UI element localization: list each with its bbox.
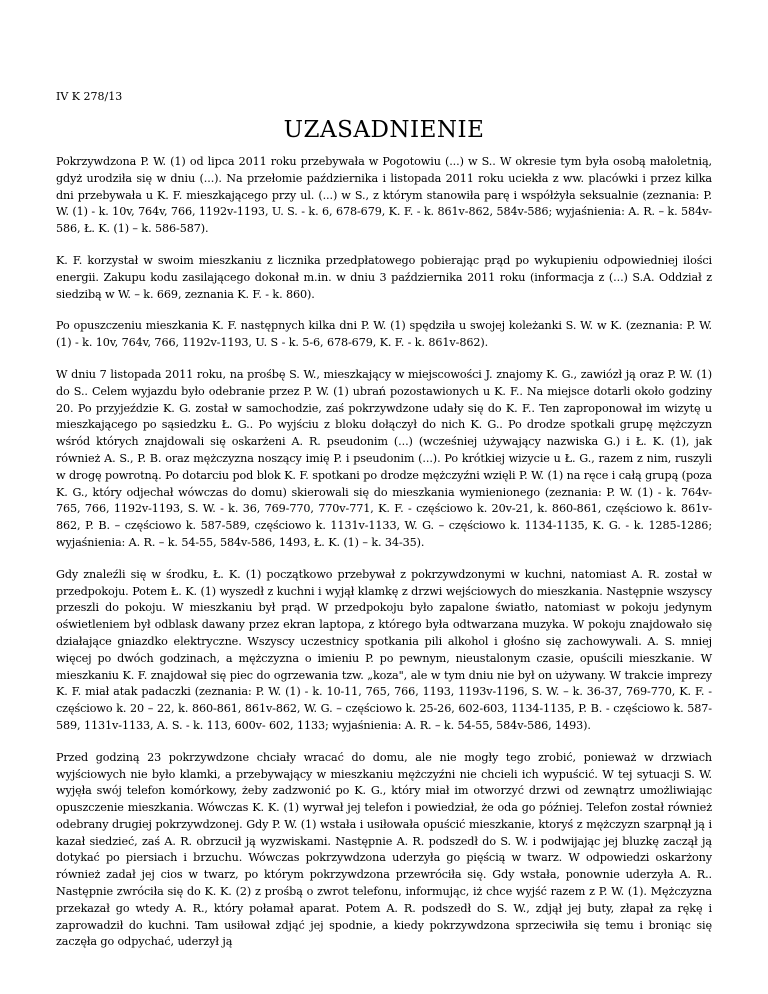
document-title: UZASADNIENIE (283, 117, 485, 143)
paragraph-6: Przed godziną 23 pokrzywdzone chciały wracać do domu, ale nie mogły tego zrobić, ponieważ w drzwiach wyjściowych nie było klamki, a przebywający w mieszkaniu mężczyźni nie chcieli ich wypuścić. W tej sytuacji S. W. wyjęła swój telefon komórkowy, żeby zadzwonić po K. G., który miał im otworzyć drzwi od zewnątrz umożliwiając opuszczenie mieszkania. Wówczas K. K. (1) wyrwał jej telefon i powiedział, że oda go później. Telefon został również odebrany drugiej pokrzywdzonej. Gdy P. W. (1) wstała i usiłowała opuścić mieszkanie, ktoryś z mężczyzn szarpnął ją i kazał siedzieć, zaś A. R. obrzucił ją wyzwiskami. Następnie A. R. podszedł do S. W. i podwijając jej bluzkę zaczął ją dotykać po piersiach i brzuchu. Wówczas pokrzywdzona uderzyła go pięścią w twarz. W odpowiedzi oskarżony również zadał jej cios w twarz, po którym pokrzywdzona przewróciła się. Gdy wstała, ponownie uderzyła A. R.. Następnie zwróciła się do K. K. (2) z prośbą o zwrot telefonu, informując, iż chce wyjść razem z P. W. (1). Mężczyzna przekazał go wtedy A. R., który połamał aparat. Potem A. R. podszedł do S. W., zdjął jej buty, złapał za rękę i zaprowadził do kuchni. Tam usiłował zdjąć jej spodnie, a kiedy pokrzywdzona sprzeciwiła się temu i broniąc się zaczęła go odpychać, uderzył ją (56, 750, 712, 949)
paragraph-4: W dniu 7 listopada 2011 roku, na prośbę S. W., mieszkający w miejscowości J. znajomy K. G., zawiózł ją oraz P. W. (1) do S.. Celem wyjazdu było odebranie przez P. W. (1) ubrań pozostawionych u K. F.. Na miejsce dotarli około godziny 20. Po przyjeździe K. G. został w samochodzie, zaś pokrzywdzone udały się do K. F.. Ten zaproponował im wizytę u mieszkającego po sąsiedzku Ł. G.. Po wyjściu z bloku dołączył do nich K. G.. Po drodze spotkali grupę mężczyzn wśród których znajdowali się oskarżeni A. R. pseudonim (...) (wcześniej używający nazwiska G.) i Ł. K. (1), jak również A. S., P. B. oraz mężczyzna noszący imię P. i pseudonim (...). Po krótkiej wizycie u Ł. G., razem z nim, ruszyli w drogę powrotną. Po dotarciu pod blok K. F. spotkani po drodze mężczyźni wzięli P. W. (1) na ręce i całą grupą (poza K. G., który odjechał wówczas do domu) skierowali się do mieszkania wymienionego (zeznania: P. W. (1) - k. 764v-765, 766, 1192v-1193, S. W. - k. 36, 769-770, 770v-771, K. F. - częściowo k. 20v-21, k. 860-861, częściowo k. 861v-862, P. B. – częściowo k. 587-589, częściowo k. 1131v-1133, W. G. – częściowo k. 1134-1135, K. G. - k. 1285-1286; wyjaśnienia: A. R. – k. 54-55, 584v-586, 1493, Ł. K. (1) – k. 34-35). (56, 367, 712, 549)
paragraph-2: K. F. korzystał w swoim mieszkaniu z licznika przedpłatowego pobierając prąd po wykupieniu odpowiedniej ilości energii. Zakupu kodu zasilającego dokonał m.in. w dniu 3 października 2011 roku (informacja z (...) S.A. Oddział z siedzibą w W. – k. 669, zeznania K. F. - k. 860). (56, 253, 712, 301)
paragraph-5: Gdy znaleźli się w środku, Ł. K. (1) początkowo przebywał z pokrzywdzonymi w kuchni, natomiast A. R. został w przedpokoju. Potem Ł. K. (1) wyszedł z kuchni i wyjął klamkę z drzwi wejściowych do mieszkania. Następnie wszyscy przeszli do pokoju. W mieszkaniu był prąd. W przedpokoju było zapalone światło, natomiast w pokoju jedynym oświetleniem był odblask dawany przez ekran laptopa, z którego była odtwarzana muzyka. W pokoju znajdowało się działające gniazdko elektryczne. Wszyscy uczestnicy spotkania pili alkohol i głośno się zachowywali. A. S. mniej więcej po dwóch godzinach, a mężczyzna o imieniu P. po pewnym, nieustalonym czasie, opuścili mieszkanie. W mieszkaniu K. F. znajdował się piec do ogrzewania tzw. „koza", ale w tym dniu nie był on używany. W trakcie imprezy K. F. miał atak padaczki (zeznania: P. W. (1) - k. 10-11, 765, 766, 1193, 1193v-1196, S. W. – k. 36-37, 769-770, K. F. - częściowo k. 20 – 22, k. 860-861, 861v-862, W. G. – częściowo k. 25-26, 602-603, 1134-1135, P. B. - częściowo k. 587-589, 1131v-1133, A. S. - k. 113, 600v- 602, 1133; wyjaśnienia: A. R. – k. 54-55, 584v-586, 1493). (56, 567, 712, 732)
paragraph-3: Po opuszczeniu mieszkania K. F. następnych kilka dni P. W. (1) spędziła u swojej koleżanki S. W. w K. (zeznania: P. W. (1) - k. 10v, 764v, 766, 1192v-1193, U. S - k. 5-6, 678-679, K. F. - k. 861v-862). (56, 319, 712, 350)
case-number: IV K 278/13 (56, 90, 123, 103)
paragraph-1: Pokrzywdzona P. W. (1) od lipca 2011 roku przebywała w Pogotowiu (...) w S.. W okresie tym była osobą małoletnią, gdyż urodziła się w dniu (...). Na przełomie października i listopada 2011 roku uciekła z ww. placówki i przez kilka dni przebywała u K. F. mieszkającego przy ul. (...) w S., z którym stanowiła parę i współżyła seksualnie (zeznania: P. W. (1) - k. 10v, 764v, 766, 1192v-1193, U. S. - k. 6, 678-679, K. F. - k. 861v-862, 584v-586; wyjaśnienia: A. R. – k. 584v-586, Ł. K. (1) – k. 586-587). (56, 155, 712, 236)
document-page (56, 90, 712, 966)
